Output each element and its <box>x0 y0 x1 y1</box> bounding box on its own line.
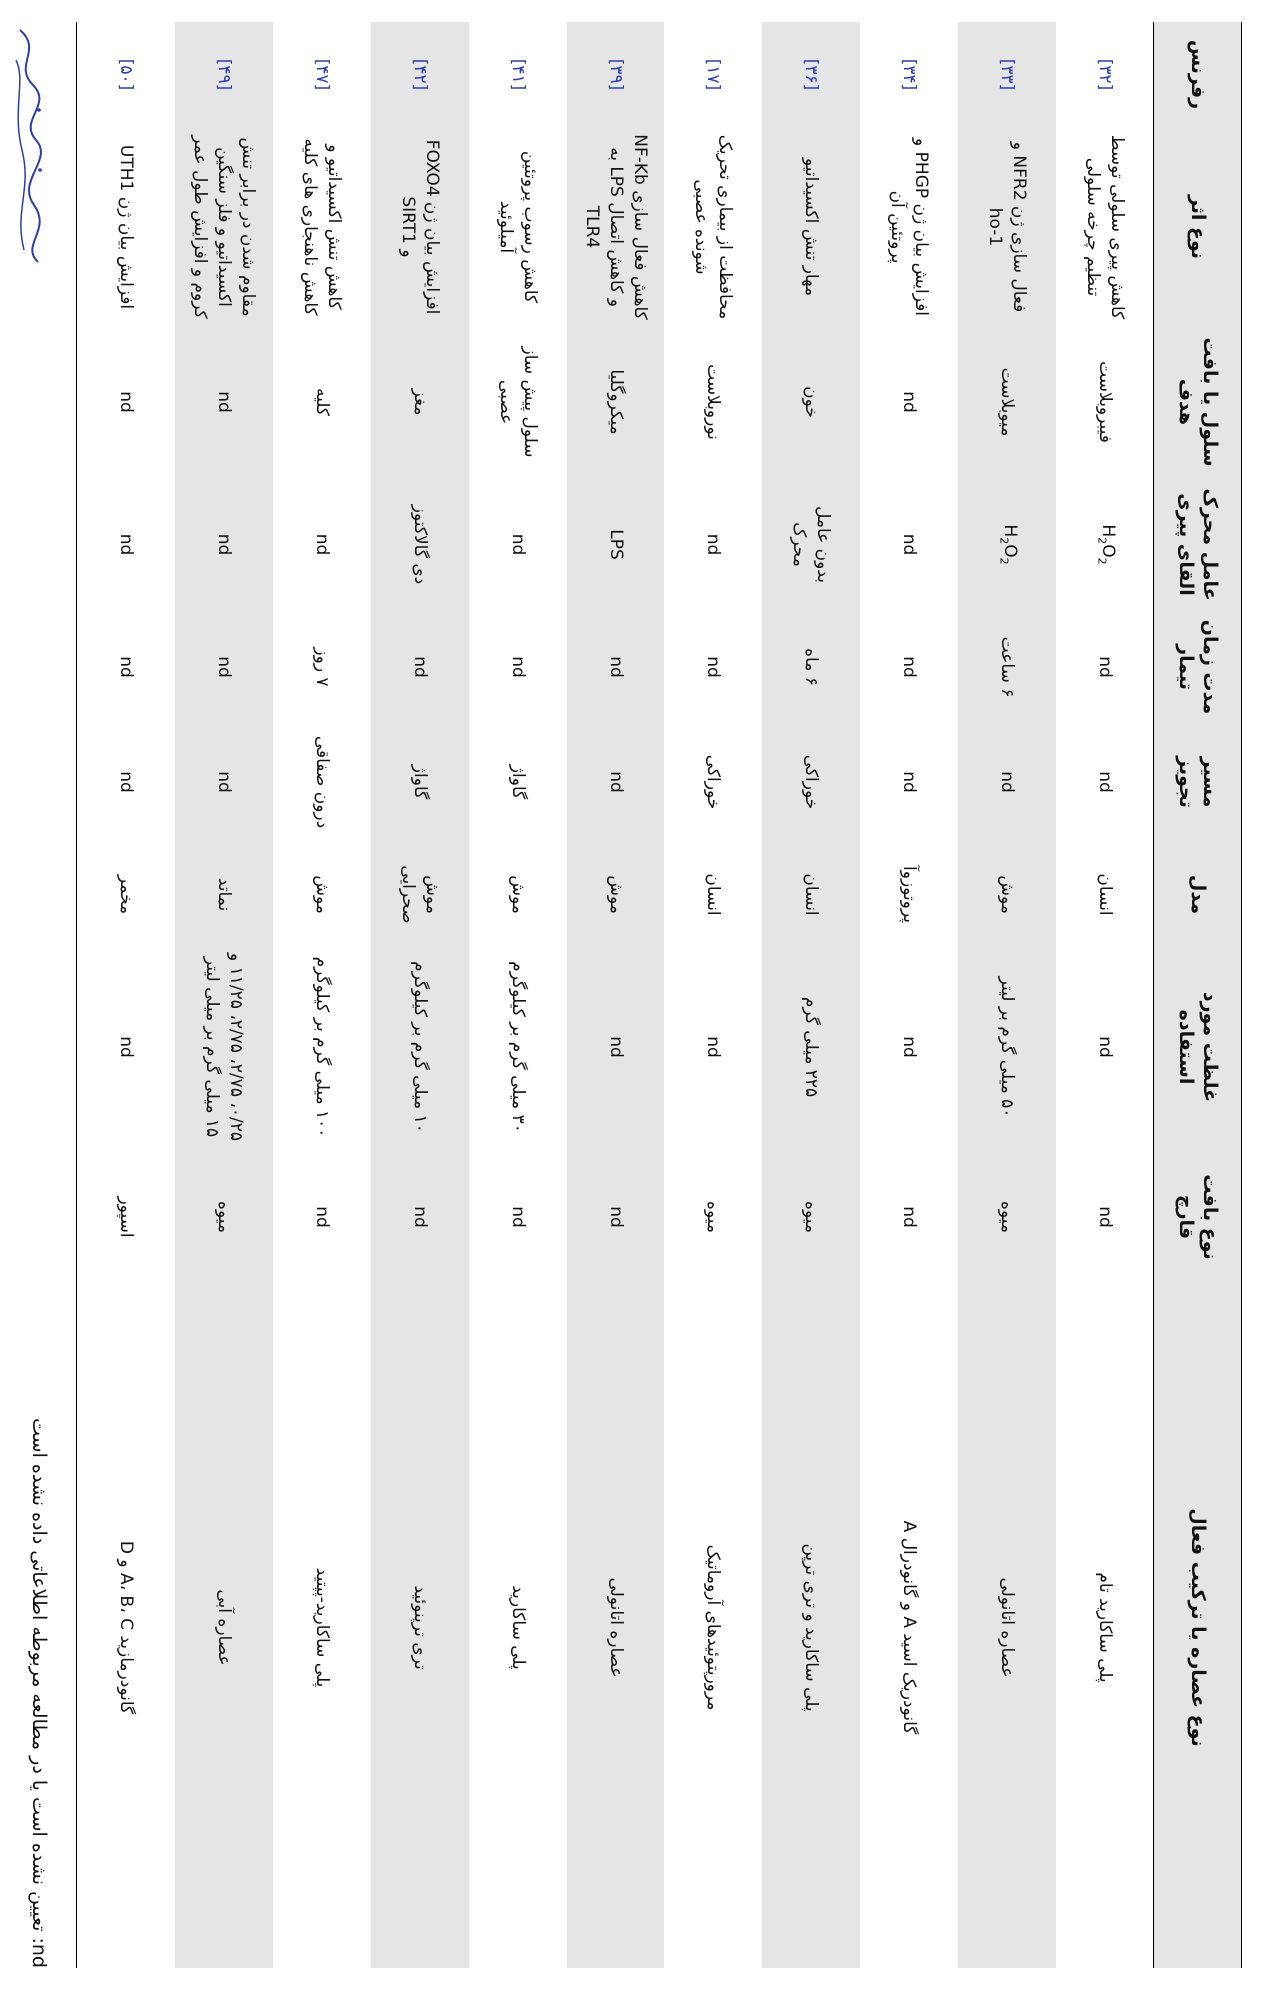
cell-model: پروتوزوآ <box>899 866 920 923</box>
cell-route: nd <box>115 771 136 793</box>
cell-extract: پلی ساکارید و تری ترپن <box>801 1543 822 1712</box>
footnote: nd: تعیین نشده است یا در مطالعه مربوطه اطلاعاتی داده نشده است <box>28 1418 50 1968</box>
data-table <box>77 22 1242 1968</box>
header-effect: نوع اثر <box>1187 194 1209 260</box>
reference-link[interactable]: [۴۱] <box>507 58 528 91</box>
cell-ref <box>664 22 762 127</box>
cell-route: nd <box>213 771 234 793</box>
cell-ref <box>175 22 273 127</box>
cell-route: nd <box>899 771 920 793</box>
cell-target: nd <box>115 391 136 413</box>
cell-model: موش <box>507 875 528 914</box>
cell-effect: کاهش فعال سازی NF-Kb و کاهش اتصال LPS به TLR4 <box>581 134 650 320</box>
table-row <box>1056 22 1154 1968</box>
cell-target: نوروبلاست <box>703 364 724 440</box>
header-duration: مدت زمان تیمار <box>1175 619 1221 715</box>
table-rule <box>76 22 77 1968</box>
table-row <box>175 22 273 1968</box>
cell-extract: عصاره اتانولی <box>605 1577 626 1678</box>
cell-concentration: nd <box>605 1036 626 1058</box>
cell-concentration: ۲۲۵ میلی گرم <box>801 996 822 1098</box>
cell-fungal-part: nd <box>507 1206 528 1228</box>
cell-fungal-part: nd <box>409 1206 430 1228</box>
cell-fungal-part: میوه <box>801 1201 822 1233</box>
cell-ref <box>371 22 469 127</box>
header-ref: رفرنس <box>1187 39 1209 110</box>
cell-ref <box>77 22 175 127</box>
reference-link[interactable]: [۱۷] <box>703 58 724 91</box>
table-row <box>664 22 762 1968</box>
cell-ref <box>469 22 567 127</box>
table-row <box>860 22 958 1968</box>
cell-effect: کاهش تنش اکسیداتیو و کاهش ناهنجاری های کلیه <box>299 138 344 316</box>
cell-ref <box>567 22 665 127</box>
cell-target: میکروگلیا <box>605 369 626 435</box>
table-rule <box>1153 22 1154 1968</box>
cell-target: فیبروبلاست <box>1095 361 1116 443</box>
table-rule <box>1241 22 1242 1968</box>
cell-ref <box>860 22 958 127</box>
cell-route: خوراکی <box>703 754 724 810</box>
cell-model: موش <box>605 875 626 914</box>
cell-concentration: nd <box>115 1036 136 1058</box>
cell-model: انسان <box>703 873 724 916</box>
table-header-row <box>1154 22 1242 1968</box>
cell-model: مخمر <box>115 874 136 915</box>
reference-link[interactable]: [۴۲] <box>409 58 430 91</box>
cell-effect: افزایش بیان ژن UTH1 <box>115 144 136 310</box>
cell-fungal-part: nd <box>1095 1206 1116 1228</box>
cell-effect: کاهش پیری سلولی توسط تنظیم چرخه سلولی <box>1083 134 1128 320</box>
reference-link[interactable]: [۴۷] <box>311 58 332 91</box>
cell-duration: nd <box>1095 656 1116 678</box>
reference-link[interactable]: [۳۳] <box>997 58 1018 91</box>
cell-ref <box>1056 22 1154 127</box>
cell-duration: ۶ ماه <box>801 648 822 686</box>
cell-ref <box>762 22 860 127</box>
cell-route: nd <box>605 771 626 793</box>
cell-concentration: ۱۰ میلی گرم بر کیلوگرم <box>409 961 430 1133</box>
cell-inducer: nd <box>115 533 136 556</box>
cell-ref <box>958 22 1056 127</box>
cell-concentration: nd <box>1095 1036 1116 1058</box>
reference-link[interactable]: [۴۹] <box>213 58 234 91</box>
cell-extract: پلی ساکارید <box>507 1585 528 1670</box>
cell-extract: عصاره آبی <box>213 1589 234 1666</box>
reference-link[interactable]: [۳۲] <box>1095 58 1116 91</box>
cell-inducer: nd <box>703 533 724 556</box>
reference-link[interactable]: [۳۹] <box>605 58 626 91</box>
reference-link[interactable]: [۵۰] <box>115 58 136 91</box>
cell-inducer: nd <box>311 533 332 556</box>
cell-duration: nd <box>703 656 724 678</box>
cell-duration: ۶ ساعت <box>997 636 1018 698</box>
cell-concentration: ۰/۲۵، ۲/۷۵، ۲/۷۵، ۱۱/۲۵ و ۱۵ میلی گرم بر میلی لیتر <box>201 953 246 1141</box>
table-row <box>273 22 371 1968</box>
cell-effect: کاهش رسوب پروتئین آمیلوئید <box>495 150 540 304</box>
cell-inducer: بدون عامل محرک <box>789 505 834 584</box>
cell-model: نماتد <box>213 877 234 912</box>
cell-target: خون <box>801 386 822 418</box>
cell-model: موش <box>311 875 332 914</box>
cell-route: nd <box>997 771 1018 793</box>
cell-effect: محافظت از بیماری تحریک شونده عصبی <box>691 134 736 320</box>
cell-concentration: ۱۰۰ میلی گرم بر کیلوگرم <box>311 956 332 1138</box>
cell-extract: پلی ساکارید تام <box>1095 1572 1116 1683</box>
header-inducer: عامل محرک القای پیری <box>1175 488 1221 601</box>
reference-link[interactable]: [۳۴] <box>899 58 920 91</box>
cell-inducer: LPS <box>605 529 626 560</box>
cell-extract: گانودرمازید A، B، C و D <box>115 1540 136 1715</box>
cell-duration: nd <box>409 656 430 678</box>
table-row <box>958 22 1056 1968</box>
cell-model: موش <box>997 875 1018 914</box>
cell-concentration: nd <box>899 1036 920 1058</box>
cell-extract: تری ترپنوئید <box>409 1585 430 1670</box>
header-fungal-part: نوع بافت قارچ <box>1175 1174 1221 1260</box>
cell-inducer: nd <box>899 533 920 556</box>
cell-extract: گانودریک اسید A و گانودرال A <box>899 1520 920 1735</box>
cell-effect: افزایش بیان ژن PHGP و پروتئین آن <box>887 138 932 316</box>
cell-extract: عصاره اتانولی <box>997 1577 1018 1678</box>
cell-model: موش صحرایی <box>397 865 442 924</box>
table-row <box>469 22 567 1968</box>
cell-inducer: $H_2O_2$ <box>997 524 1021 565</box>
reference-link[interactable]: [۳۶] <box>801 58 822 91</box>
journal-logo-signature <box>8 20 48 270</box>
table-row <box>567 22 665 1968</box>
cell-fungal-part: nd <box>311 1206 332 1228</box>
header-target: سلول یا بافت هدف <box>1175 337 1221 467</box>
cell-route: درون صفاقی <box>311 735 332 829</box>
cell-target: nd <box>899 391 920 413</box>
cell-duration: nd <box>899 656 920 678</box>
cell-route: خوراکی <box>801 754 822 810</box>
cell-concentration: ۵۰ میلی گرم بر لیتر <box>997 976 1018 1118</box>
cell-target: میوبلاست <box>997 367 1018 437</box>
header-route: مسیر تجویز <box>1175 756 1221 808</box>
cell-extract: مرورپتوئیدهای آروماتیک <box>703 1544 724 1711</box>
cell-target: nd <box>213 391 234 413</box>
cell-fungal-part: nd <box>899 1206 920 1228</box>
cell-model: انسان <box>1095 873 1116 916</box>
cell-route: گاواژ <box>409 764 430 800</box>
cell-fungal-part: میوه <box>997 1201 1018 1233</box>
cell-concentration: ۳۰ میلی گرم بر کیلوگرم <box>507 961 528 1133</box>
cell-duration: ۷ روز <box>311 647 332 687</box>
table-row <box>371 22 469 1968</box>
cell-effect: مقاوم شدن در برابر تنش اکسیداتیو و فلز سنگین کروم و افزایش طول عمر <box>189 135 258 319</box>
cell-extract: پلی ساکارید-پپتید <box>311 1567 332 1688</box>
table-row <box>77 22 175 1968</box>
cell-duration: nd <box>507 656 528 678</box>
cell-inducer: دی گالاکتوز <box>409 504 430 585</box>
header-extract: نوع عصاره یا ترکیب فعال <box>1187 1508 1209 1747</box>
cell-inducer: nd <box>213 533 234 556</box>
cell-inducer: nd <box>507 533 528 556</box>
cell-target: کلیه <box>311 388 332 416</box>
cell-ref <box>273 22 371 127</box>
cell-fungal-part: میوه <box>213 1201 234 1233</box>
cell-effect: مهار تنش اکسیداتیو <box>801 157 822 297</box>
cell-route: گاواژ <box>507 764 528 800</box>
cell-target: سلول پیش ساز عصبی <box>495 346 540 458</box>
cell-effect: فعال سازی ژن NFR2 و ho-1 <box>985 141 1030 313</box>
cell-fungal-part: میوه <box>703 1201 724 1233</box>
cell-fungal-part: nd <box>605 1206 626 1228</box>
cell-concentration: nd <box>703 1036 724 1058</box>
cell-fungal-part: اسپور <box>115 1196 136 1238</box>
cell-duration: nd <box>213 656 234 678</box>
cell-duration: nd <box>115 656 136 678</box>
header-concentration: غلظت مورد استفاده <box>1175 991 1221 1103</box>
table-row <box>762 22 860 1968</box>
cell-target: مغز <box>409 388 430 416</box>
cell-duration: nd <box>605 656 626 678</box>
cell-effect: افزایش بیان ژن FOXO4 و SIRT1 <box>397 139 442 315</box>
cell-model: انسان <box>801 873 822 916</box>
header-model: مدل <box>1187 874 1209 915</box>
cell-inducer: $H_2O_2$ <box>1095 524 1119 565</box>
cell-route: nd <box>1095 771 1116 793</box>
